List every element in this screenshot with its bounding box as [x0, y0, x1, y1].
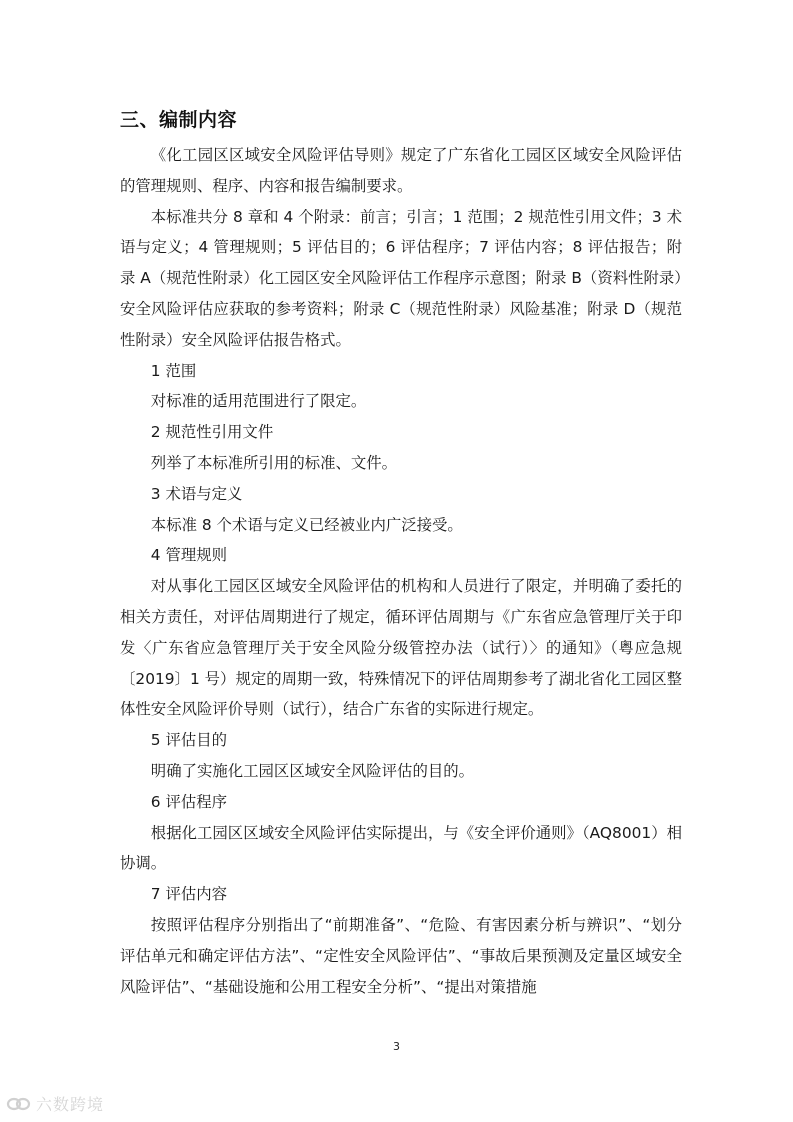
paragraph-intro: 《化工园区区域安全风险评估导则》规定了广东省化工园区区域安全风险评估的管理规则、程序、内容和报告编制要求。: [120, 146, 682, 195]
subheading-normative-references: 2 规范性引用文件: [150, 423, 274, 442]
page-number: 3: [393, 1040, 400, 1053]
paragraph-scope: 对标准的适用范围进行了限定。: [150, 392, 367, 411]
paragraph-terms: 本标准 8 个术语与定义已经被业内广泛接受。: [150, 515, 463, 534]
paragraph-normative-references: 列举了本标准所引用的标准、文件。: [150, 453, 398, 472]
document-body: [120, 140, 682, 1002]
paragraph-content: 按照评估程序分别指出了“前期准备”、“危险、有害因素分析与辨识”、“划分评估单元和确定评估方法”、“定性安全风险评估”、“事故后果预测及定量区域安全风险评估”、“基础设施和公用工程安全分析”、“提出对策措施: [120, 915, 682, 996]
watermark-text: 六数跨境: [36, 1095, 105, 1114]
paragraph-procedure: 根据化工园区区域安全风险评估实际提出，与《安全评价通则》（AQ8001）相协调。: [120, 823, 682, 873]
paragraph-purpose: 明确了实施化工园区区域安全风险评估的目的。: [150, 761, 475, 780]
subheading-terms: 3 术语与定义: [150, 484, 243, 503]
paragraph-management-rules: 对从事化工园区区域安全风险评估的机构和人员进行了限定，并明确了委托的相关方责任，对评估周期进行了规定，循环评估周期与《广东省应急管理厅关于印发〈广东省应急管理厅关于安全风险分级管控办法（试行）〉的通知》（粤应急规〔2019〕1 号）规定的周期一致，特殊情况下的评估周期参考了湖北省化工园区整体性安全风险评价导则（试行），结合广东省的实际进行规定。: [120, 577, 682, 719]
watermark: [6, 1092, 104, 1115]
subheading-purpose: 5 评估目的: [150, 731, 228, 750]
section-heading: 三、编制内容: [120, 109, 238, 131]
paragraph-structure: 本标准共分 8 章和 4 个附录：前言；引言；1 范围；2 规范性引用文件；3 术语与定义；4 管理规则；5 评估目的；6 评估程序；7 评估内容；8 评估报告；附录 A（规范性附录）化工园区安全风险评估工作程序示意图；附录 B（资料性附录）安全风险评估应获取的参考资料；附录 C（规范性附录）风险基准；附录 D（规范性附录）安全风险评估报告格式。: [120, 207, 682, 349]
chain-link-logo-icon: [6, 1095, 32, 1113]
subheading-content: 7 评估内容: [150, 885, 228, 904]
subheading-management-rules: 4 管理规则: [150, 546, 228, 565]
subheading-scope: 1 范围: [150, 361, 197, 380]
subheading-procedure: 6 评估程序: [150, 792, 228, 811]
